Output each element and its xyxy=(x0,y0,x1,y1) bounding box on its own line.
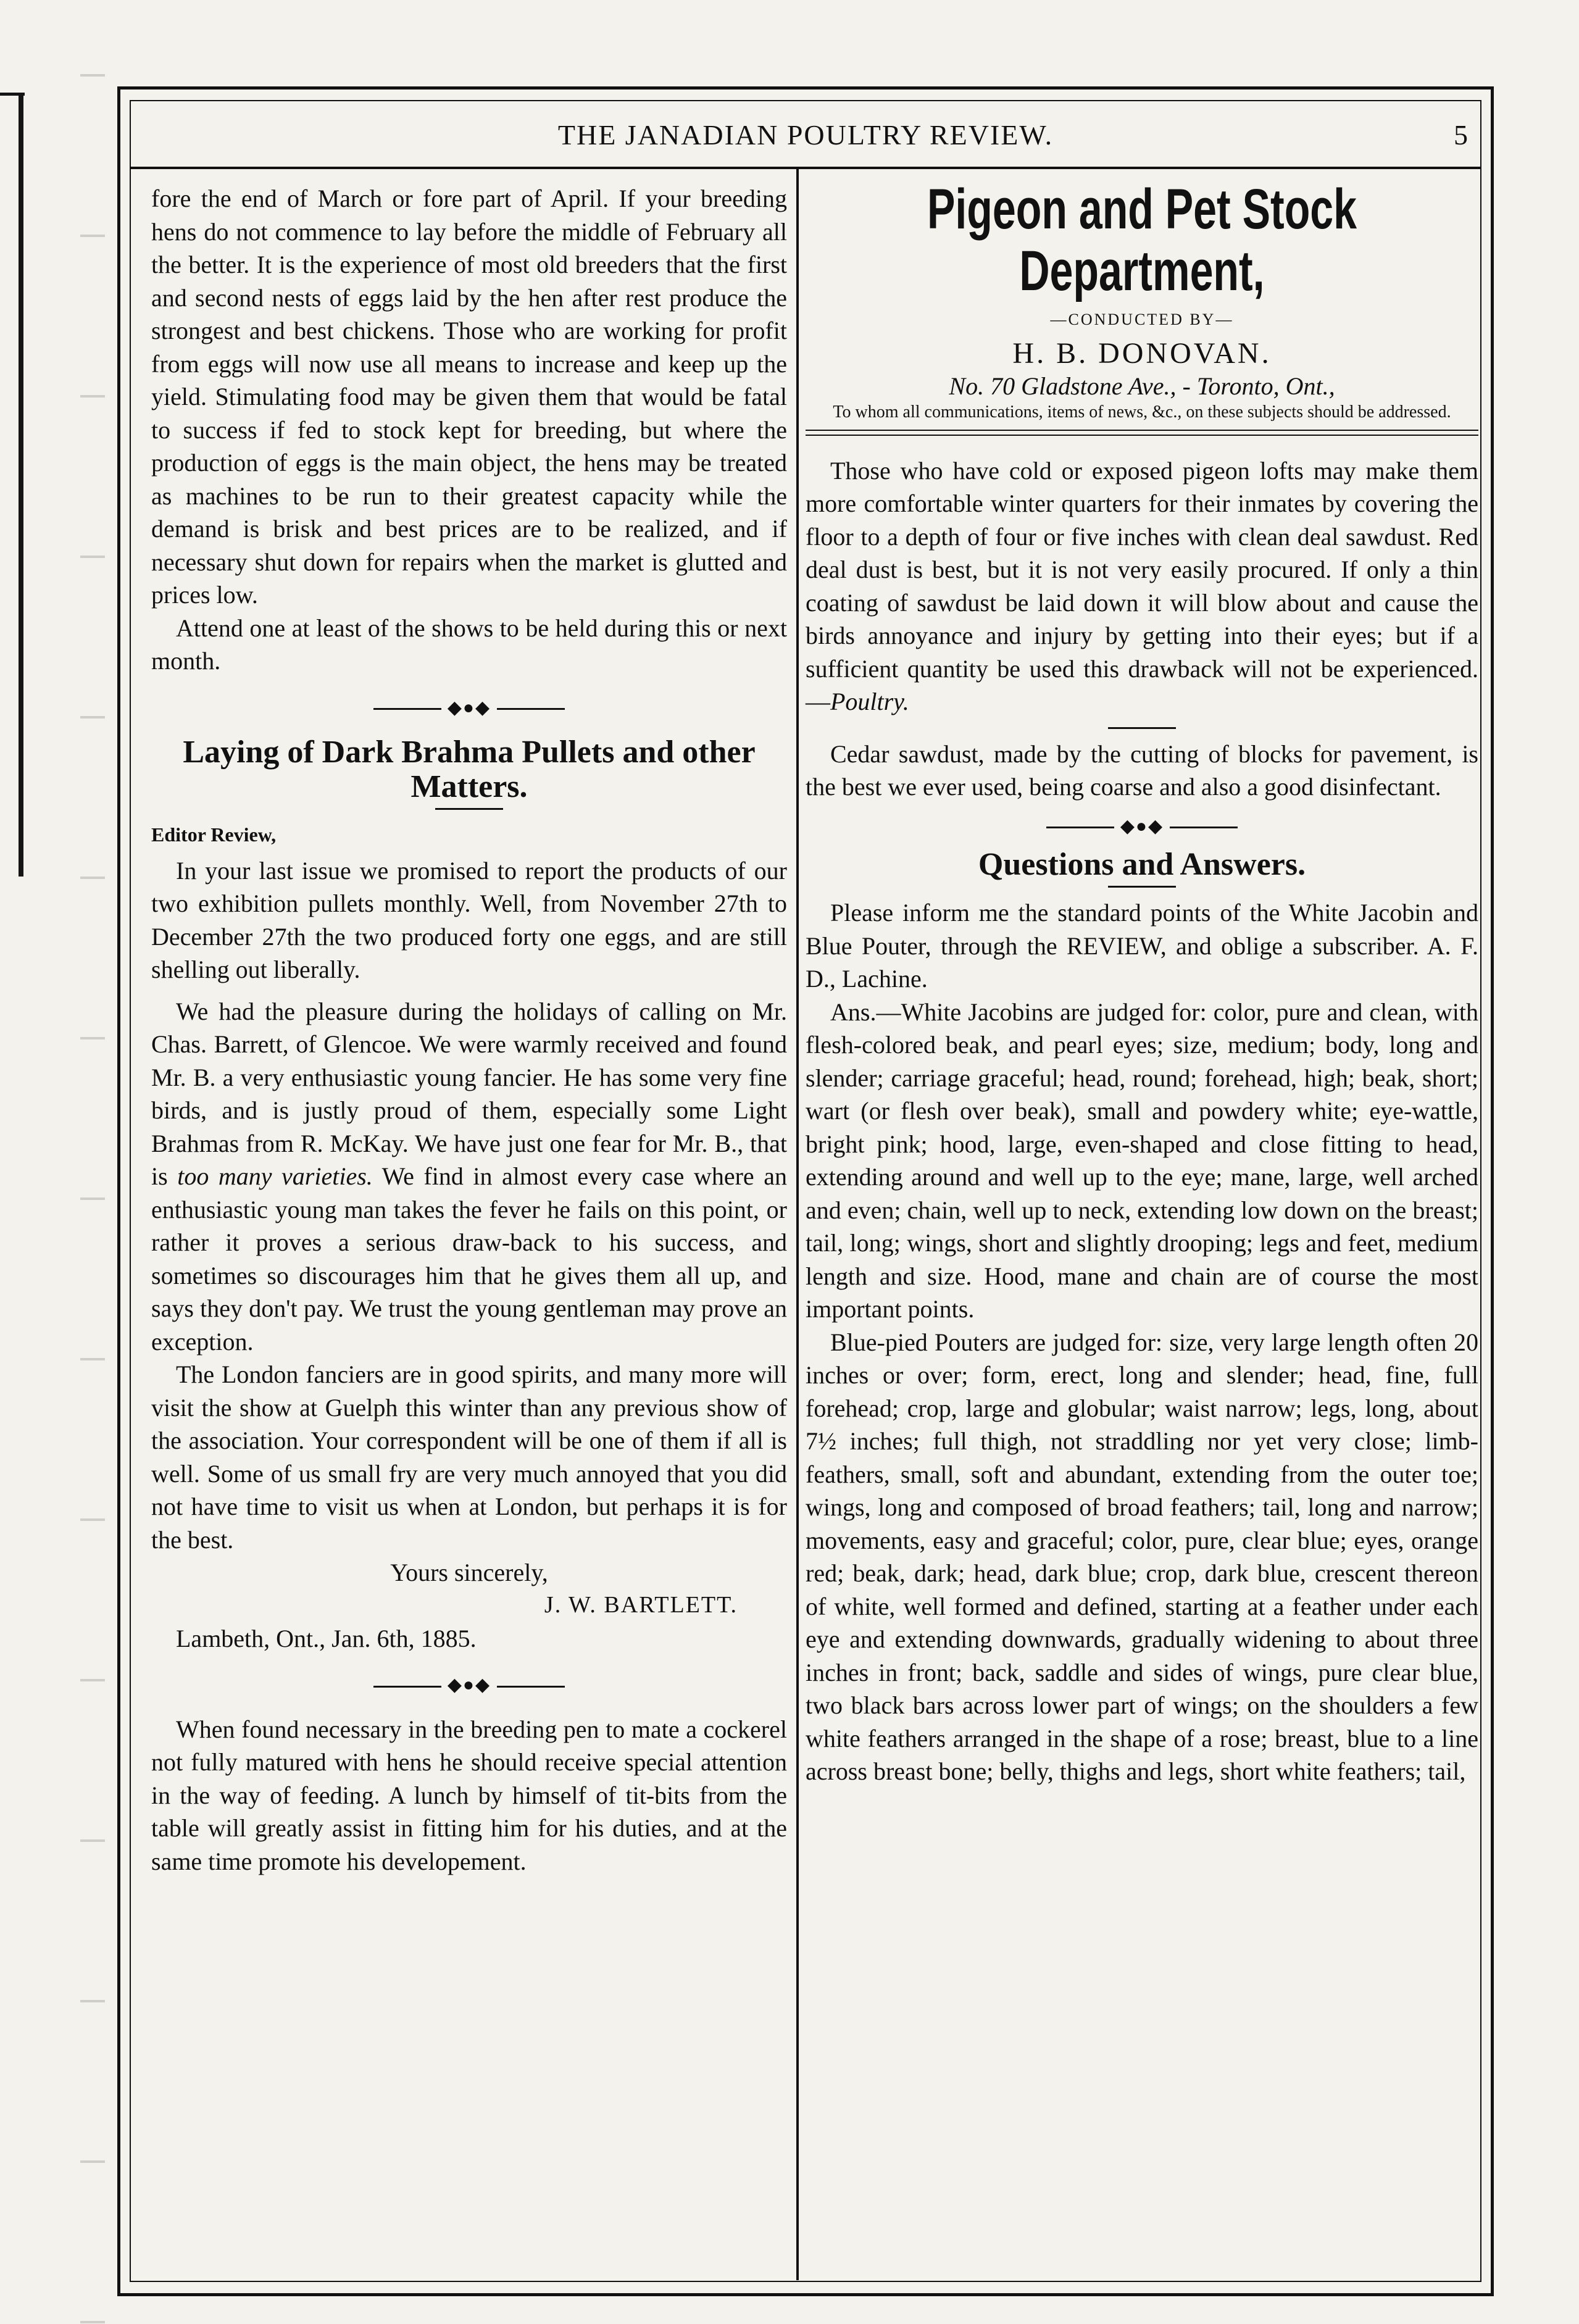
publication-title: THE JANADIAN POULTRY REVIEW. xyxy=(557,119,1054,151)
article-heading: Laying of Dark Brahma Pullets and other Matters. xyxy=(183,735,756,804)
signature: J. W. BARTLETT. xyxy=(544,1592,738,1618)
section-ornament: ◆●◆ xyxy=(151,1668,787,1702)
paragraph: We had the pleasure during the holidays of calling on Mr. Chas. Barrett, of Glencoe. We were warmly received and found Mr. B. a very enthusiastic young fancier. He has some very fine birds, and is justly proud of them, especially some Light Brahmas from R. McKay. We have just one fear for Mr. B., that is too many varieties. We find in almost every case where an enthusiastic young man takes the fever he fails on this point, or rather it proves a serious draw-back to his success, and sometimes so discourages him that he gives them all up, and says they don't pay. We trust the young gentleman may prove an exception. xyxy=(151,997,787,1356)
conducted-by: —CONDUCTED BY— xyxy=(1050,310,1234,328)
heading-rule xyxy=(1108,886,1176,888)
department-title: Pigeon and Pet Stock Department, xyxy=(927,178,1357,302)
section-ornament: ◆●◆ xyxy=(806,810,1478,843)
paragraph: When found necessary in the breeding pen to mate a cockerel not fully matured with hens he should receive special attention in the way of feeding. A lunch by himself of tit-bits from the table will greatly assist in fitting him for his duties, and at the same time promote his developement. xyxy=(151,1715,787,1875)
paragraph: The London fanciers are in good spirits, and many more will visit the show at Guelph this winter than any previous show of the association. Your correspondent will be one of them if all is well. Some of us small fry are very much annoyed that you did not have time to visit us when at London, but perhaps it is for the best. xyxy=(151,1360,787,1554)
heading-rule xyxy=(435,808,503,810)
editor-address: No. 70 Gladstone Ave., - Toronto, Ont., xyxy=(949,372,1335,400)
scan-margin-marks xyxy=(80,0,105,2324)
header-rule xyxy=(130,167,1481,169)
section-ornament: ◆●◆ xyxy=(151,691,787,725)
right-column xyxy=(806,178,1478,1788)
paragraph: fore the end of March or fore part of April. If your breeding hens do not commence to lay before the middle of February all the better. It is the experience of most old breeders that the first and second nests of eggs laid by the hen after rest produce the strongest and best chickens. Those who are working for profit from eggs will now use all means to increase and keep up the yield. Stimulating food may be given them that would be fatal to success if fed to stock kept for breeding, but where the production of eggs is the main object, the hens may be treated as machines to be run to their greatest capacity while the demand is brisk and best prices are to be realized, and if necessary shut down for repairs when the market is glutted and prices low. xyxy=(151,185,787,609)
paragraph: Those who have cold or exposed pigeon lofts may make them more comfortable winter quarters for their inmates by covering the floor to a depth of four or five inches with clean deal sawdust. Red deal dust is best, but it is not very easily procured. If only a thin coating of sawdust be laid down it will blow about and cause the birds annoyance and injury by getting into their eyes; but if a sufficient quantity be used this drawback will not be experienced.—Poultry. xyxy=(806,456,1478,715)
paragraph: Attend one at least of the shows to be held during this or next month. xyxy=(151,614,787,675)
place-date: Lambeth, Ont., Jan. 6th, 1885. xyxy=(176,1624,477,1652)
salutation: Editor Review, xyxy=(151,823,277,846)
paragraph: In your last issue we promised to report the products of our two exhibition pullets monthly. Well, from November 27th to December 27th the two produced forty one eggs, and are still shelling out liberally. xyxy=(151,856,787,983)
paragraph: Cedar sawdust, made by the cutting of blocks for pavement, is the best we ever used, being coarse and also a good disinfectant. xyxy=(806,739,1478,801)
emphasis: too many varieties. xyxy=(177,1162,373,1190)
qa-heading: Questions and Answers. xyxy=(978,847,1306,882)
margin-rule xyxy=(19,93,23,877)
page-number: 5 xyxy=(1454,119,1469,151)
editor-name: H. B. DONOVAN. xyxy=(1012,336,1272,370)
question: Please inform me the standard points of the White Jacobin and Blue Pouter, through the REVIEW, and oblige a subscriber. A. F. D., Lachine. xyxy=(806,899,1478,993)
correspondence-notice: To whom all communications, items of news, &c., on these subjects should be addressed. xyxy=(833,402,1451,422)
answer: Ans.—White Jacobins are judged for: color, pure and clean, with flesh-colored beak, and pearl eyes; size, medium; body, long and slender; carriage graceful; head, round; forehead, high; beak, short; wart (or flesh over beak), small and powdery white; eye-wattle, bright pink; hood, large, even-shaped and close fitting to head, extending around and well up to the eye; mane, large, well arched and even; chain, well up to neck, extending low down on the breast; tail, long; wings, short and slightly drooping; legs and feet, medium length and size. Hood, mane and chain are of course the most important points. xyxy=(806,997,1478,1323)
left-column xyxy=(151,182,787,1878)
paragraph-rule xyxy=(1108,727,1176,729)
double-rule xyxy=(806,430,1478,436)
signoff: Yours sincerely, xyxy=(390,1559,548,1586)
column-divider xyxy=(796,169,799,2280)
running-header xyxy=(130,111,1481,160)
source-credit: Poultry. xyxy=(830,688,909,715)
answer: Blue-pied Pouters are judged for: size, very large length often 20 inches or over; form, erect, long and slender; head, fine, full forehead; crop, large and globular; waist narrow; legs, long, about 7½ inches; full thigh, not straddling nor yet very close; limb-feathers, small, soft and abundant, extending from the outer toe; wings, long and composed of broad feathers; tail, long and narrow; movements, easy and graceful; color, pure, clear blue; eyes, orange red; beak, dark; head, dark blue; crop, dark blue, crescent thereon of white, well formed and defined, starting at a feather under each eye and extending downwards, gradually widening to about three inches in front; back, saddle and sides of wings, pure clear blue, two black bars across lower part of wings; on the shoulders a few white feathers arranged in the shape of a rose; breast, blue to a line across breast bone; belly, thighs and legs, short white feathers; tail, xyxy=(806,1328,1478,1785)
